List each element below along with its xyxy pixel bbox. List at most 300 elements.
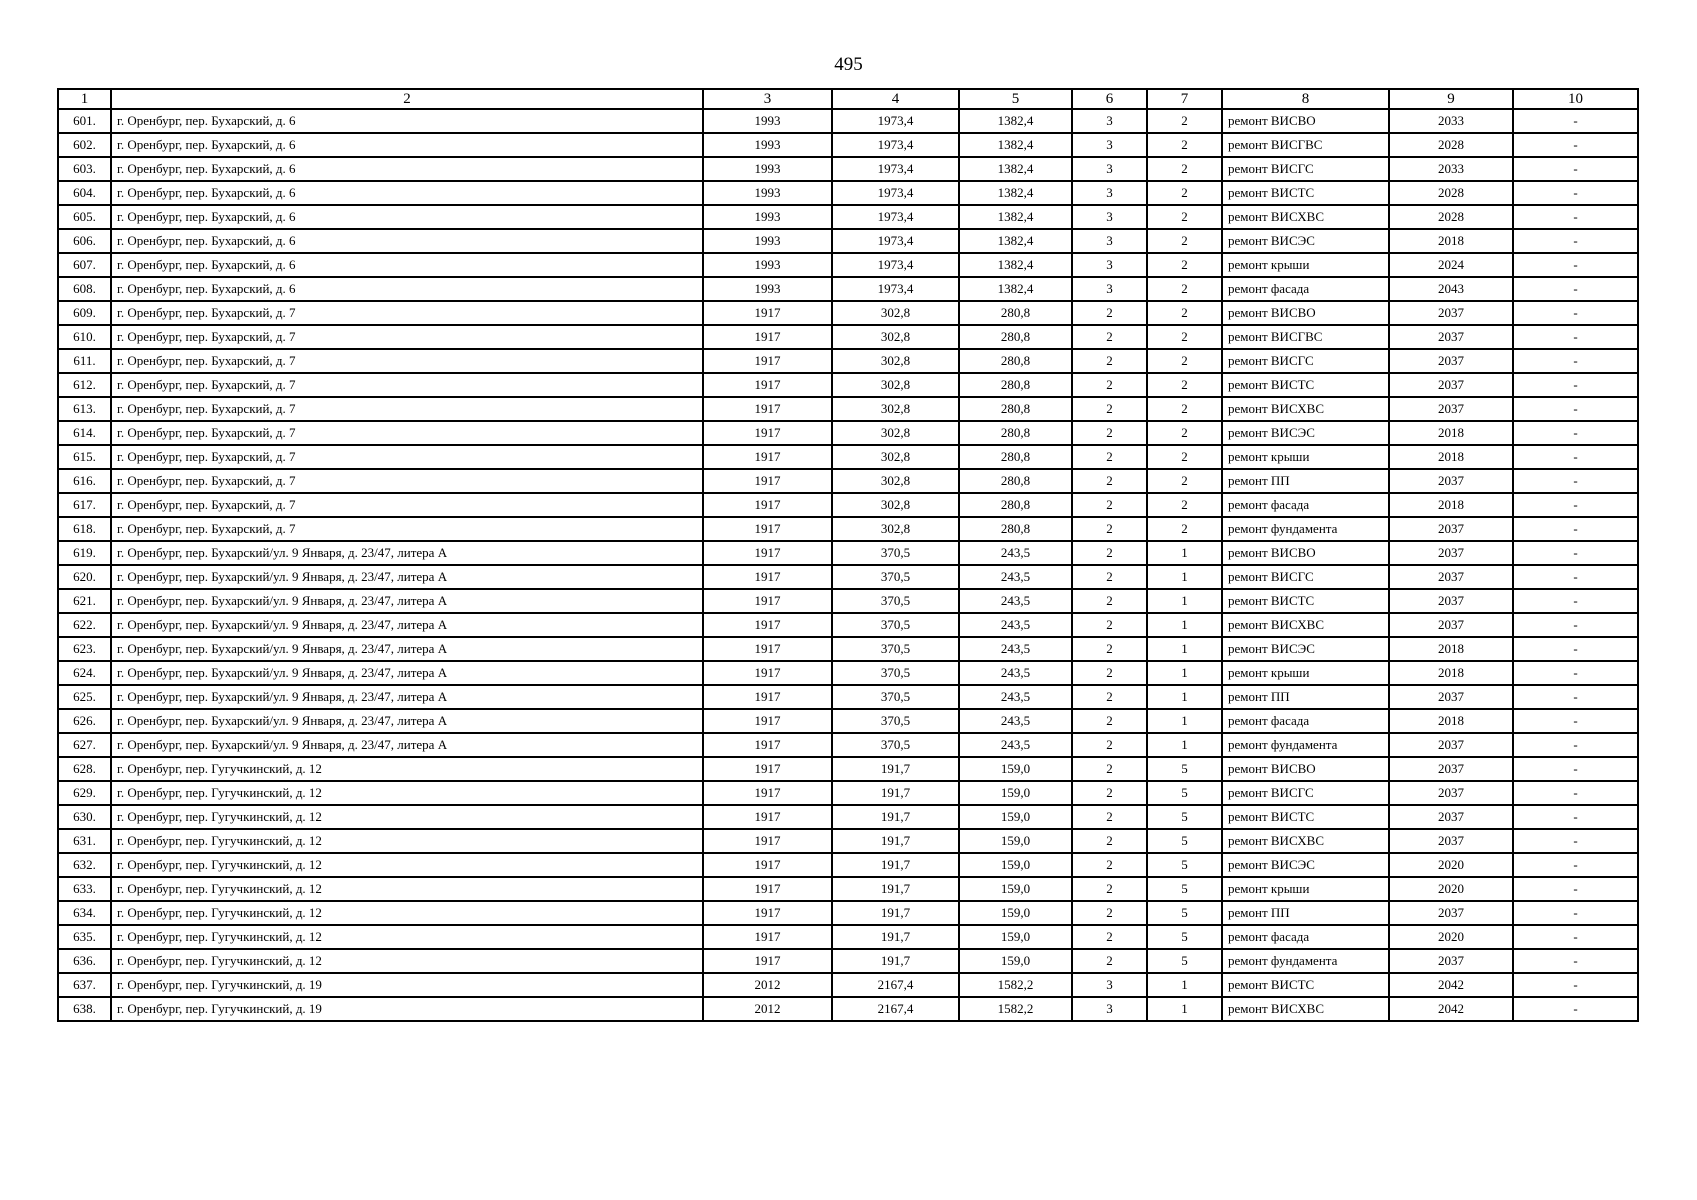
table-row	[58, 901, 1638, 925]
cell-living-area: 1382,4	[959, 229, 1072, 253]
cell-total-area: 370,5	[832, 541, 959, 565]
cell-entrances: 2	[1147, 277, 1222, 301]
cell-entrances: 5	[1147, 877, 1222, 901]
table-row	[58, 613, 1638, 637]
table-row	[58, 565, 1638, 589]
cell-year-built: 1917	[703, 589, 832, 613]
cell-work-type: ремонт ВИСТС	[1222, 805, 1389, 829]
cell-year-built: 1917	[703, 565, 832, 589]
cell-total-area: 1973,4	[832, 277, 959, 301]
cell-work-type: ремонт ВИСТС	[1222, 973, 1389, 997]
cell-work-type: ремонт ВИСХВС	[1222, 997, 1389, 1021]
cell-living-area: 280,8	[959, 517, 1072, 541]
cell-row-number: 628.	[58, 757, 111, 781]
cell-planned-year: 2042	[1389, 973, 1513, 997]
cell-living-area: 243,5	[959, 565, 1072, 589]
cell-work-type: ремонт ВИСГС	[1222, 349, 1389, 373]
cell-address: г. Оренбург, пер. Гугучкинский, д. 12	[111, 877, 703, 901]
cell-address: г. Оренбург, пер. Гугучкинский, д. 12	[111, 805, 703, 829]
cell-work-type: ремонт ВИСТС	[1222, 589, 1389, 613]
cell-year-built: 1917	[703, 445, 832, 469]
cell-note: -	[1513, 325, 1638, 349]
cell-living-area: 280,8	[959, 469, 1072, 493]
cell-address: г. Оренбург, пер. Бухарский, д. 6	[111, 205, 703, 229]
cell-planned-year: 2018	[1389, 661, 1513, 685]
cell-row-number: 612.	[58, 373, 111, 397]
cell-year-built: 1917	[703, 301, 832, 325]
cell-entrances: 1	[1147, 997, 1222, 1021]
cell-total-area: 302,8	[832, 373, 959, 397]
cell-total-area: 302,8	[832, 493, 959, 517]
table-row	[58, 949, 1638, 973]
cell-floors: 3	[1072, 181, 1147, 205]
cell-living-area: 1382,4	[959, 181, 1072, 205]
cell-floors: 2	[1072, 829, 1147, 853]
cell-row-number: 630.	[58, 805, 111, 829]
cell-entrances: 1	[1147, 637, 1222, 661]
table-row	[58, 805, 1638, 829]
cell-address: г. Оренбург, пер. Гугучкинский, д. 12	[111, 781, 703, 805]
cell-floors: 2	[1072, 565, 1147, 589]
cell-row-number: 629.	[58, 781, 111, 805]
cell-entrances: 2	[1147, 421, 1222, 445]
table-row	[58, 517, 1638, 541]
cell-address: г. Оренбург, пер. Бухарский, д. 7	[111, 349, 703, 373]
cell-floors: 3	[1072, 253, 1147, 277]
cell-row-number: 636.	[58, 949, 111, 973]
cell-row-number: 602.	[58, 133, 111, 157]
cell-entrances: 2	[1147, 229, 1222, 253]
cell-floors: 2	[1072, 517, 1147, 541]
cell-planned-year: 2037	[1389, 373, 1513, 397]
cell-address: г. Оренбург, пер. Гугучкинский, д. 19	[111, 997, 703, 1021]
cell-living-area: 1582,2	[959, 997, 1072, 1021]
cell-row-number: 618.	[58, 517, 111, 541]
cell-address: г. Оренбург, пер. Бухарский, д. 6	[111, 253, 703, 277]
column-header-9: 9	[1389, 89, 1513, 109]
cell-living-area: 280,8	[959, 397, 1072, 421]
cell-entrances: 1	[1147, 541, 1222, 565]
table-row	[58, 685, 1638, 709]
table-body	[58, 109, 1638, 1021]
cell-living-area: 280,8	[959, 421, 1072, 445]
cell-row-number: 625.	[58, 685, 111, 709]
column-header-2: 2	[111, 89, 703, 109]
cell-living-area: 243,5	[959, 541, 1072, 565]
cell-note: -	[1513, 421, 1638, 445]
cell-living-area: 159,0	[959, 853, 1072, 877]
cell-work-type: ремонт фундамента	[1222, 949, 1389, 973]
cell-planned-year: 2028	[1389, 133, 1513, 157]
cell-note: -	[1513, 733, 1638, 757]
cell-row-number: 633.	[58, 877, 111, 901]
cell-row-number: 620.	[58, 565, 111, 589]
cell-address: г. Оренбург, пер. Бухарский, д. 7	[111, 517, 703, 541]
cell-row-number: 632.	[58, 853, 111, 877]
table-row	[58, 661, 1638, 685]
cell-address: г. Оренбург, пер. Бухарский/ул. 9 Января, д. 23/47, литера А	[111, 541, 703, 565]
cell-floors: 2	[1072, 805, 1147, 829]
cell-total-area: 191,7	[832, 829, 959, 853]
cell-address: г. Оренбург, пер. Гугучкинский, д. 19	[111, 973, 703, 997]
table-row	[58, 421, 1638, 445]
cell-floors: 2	[1072, 397, 1147, 421]
column-header-6: 6	[1072, 89, 1147, 109]
cell-row-number: 621.	[58, 589, 111, 613]
cell-address: г. Оренбург, пер. Бухарский/ул. 9 Января, д. 23/47, литера А	[111, 685, 703, 709]
cell-living-area: 280,8	[959, 373, 1072, 397]
cell-living-area: 280,8	[959, 493, 1072, 517]
cell-address: г. Оренбург, пер. Бухарский, д. 6	[111, 157, 703, 181]
cell-entrances: 5	[1147, 853, 1222, 877]
cell-note: -	[1513, 853, 1638, 877]
cell-work-type: ремонт фундамента	[1222, 733, 1389, 757]
cell-note: -	[1513, 565, 1638, 589]
cell-living-area: 1382,4	[959, 277, 1072, 301]
cell-note: -	[1513, 277, 1638, 301]
cell-work-type: ремонт ВИСВО	[1222, 541, 1389, 565]
cell-work-type: ремонт ВИСХВС	[1222, 205, 1389, 229]
cell-floors: 2	[1072, 301, 1147, 325]
cell-entrances: 1	[1147, 709, 1222, 733]
cell-total-area: 302,8	[832, 349, 959, 373]
cell-work-type: ремонт ВИСЭС	[1222, 229, 1389, 253]
table-row	[58, 253, 1638, 277]
cell-floors: 2	[1072, 781, 1147, 805]
cell-year-built: 1917	[703, 709, 832, 733]
cell-note: -	[1513, 397, 1638, 421]
cell-living-area: 1382,4	[959, 253, 1072, 277]
cell-entrances: 2	[1147, 181, 1222, 205]
cell-work-type: ремонт ПП	[1222, 469, 1389, 493]
cell-total-area: 302,8	[832, 397, 959, 421]
cell-planned-year: 2020	[1389, 877, 1513, 901]
cell-floors: 2	[1072, 925, 1147, 949]
cell-note: -	[1513, 877, 1638, 901]
cell-address: г. Оренбург, пер. Бухарский/ул. 9 Января, д. 23/47, литера А	[111, 733, 703, 757]
cell-living-area: 1382,4	[959, 205, 1072, 229]
cell-note: -	[1513, 637, 1638, 661]
cell-note: -	[1513, 805, 1638, 829]
cell-address: г. Оренбург, пер. Бухарский, д. 7	[111, 397, 703, 421]
cell-total-area: 302,8	[832, 301, 959, 325]
cell-living-area: 243,5	[959, 733, 1072, 757]
cell-floors: 2	[1072, 637, 1147, 661]
cell-total-area: 1973,4	[832, 229, 959, 253]
cell-note: -	[1513, 109, 1638, 133]
cell-year-built: 1993	[703, 277, 832, 301]
cell-floors: 2	[1072, 877, 1147, 901]
cell-floors: 3	[1072, 157, 1147, 181]
cell-total-area: 370,5	[832, 661, 959, 685]
table-row	[58, 469, 1638, 493]
cell-total-area: 1973,4	[832, 109, 959, 133]
cell-planned-year: 2020	[1389, 853, 1513, 877]
cell-row-number: 624.	[58, 661, 111, 685]
cell-work-type: ремонт ВИСГС	[1222, 157, 1389, 181]
cell-note: -	[1513, 181, 1638, 205]
cell-address: г. Оренбург, пер. Бухарский, д. 6	[111, 229, 703, 253]
cell-living-area: 159,0	[959, 757, 1072, 781]
column-header-7: 7	[1147, 89, 1222, 109]
cell-entrances: 2	[1147, 325, 1222, 349]
cell-note: -	[1513, 253, 1638, 277]
cell-work-type: ремонт ПП	[1222, 901, 1389, 925]
cell-year-built: 1917	[703, 829, 832, 853]
cell-total-area: 1973,4	[832, 205, 959, 229]
cell-year-built: 1917	[703, 781, 832, 805]
cell-living-area: 280,8	[959, 301, 1072, 325]
cell-entrances: 2	[1147, 517, 1222, 541]
cell-row-number: 623.	[58, 637, 111, 661]
cell-note: -	[1513, 205, 1638, 229]
cell-address: г. Оренбург, пер. Бухарский, д. 6	[111, 181, 703, 205]
cell-work-type: ремонт ВИСТС	[1222, 373, 1389, 397]
header-row	[58, 89, 1638, 109]
cell-planned-year: 2018	[1389, 445, 1513, 469]
cell-total-area: 370,5	[832, 685, 959, 709]
cell-floors: 2	[1072, 541, 1147, 565]
cell-entrances: 5	[1147, 757, 1222, 781]
cell-total-area: 370,5	[832, 637, 959, 661]
cell-total-area: 1973,4	[832, 181, 959, 205]
cell-note: -	[1513, 229, 1638, 253]
cell-year-built: 1917	[703, 349, 832, 373]
cell-planned-year: 2037	[1389, 829, 1513, 853]
cell-year-built: 1917	[703, 949, 832, 973]
cell-planned-year: 2033	[1389, 109, 1513, 133]
cell-address: г. Оренбург, пер. Бухарский/ул. 9 Января, д. 23/47, литера А	[111, 637, 703, 661]
cell-note: -	[1513, 949, 1638, 973]
table-row	[58, 445, 1638, 469]
cell-living-area: 159,0	[959, 877, 1072, 901]
cell-year-built: 1917	[703, 469, 832, 493]
cell-entrances: 5	[1147, 901, 1222, 925]
cell-entrances: 2	[1147, 133, 1222, 157]
cell-planned-year: 2018	[1389, 637, 1513, 661]
cell-entrances: 5	[1147, 925, 1222, 949]
table-row	[58, 109, 1638, 133]
cell-work-type: ремонт ВИСЭС	[1222, 853, 1389, 877]
cell-note: -	[1513, 901, 1638, 925]
cell-floors: 3	[1072, 133, 1147, 157]
cell-year-built: 1993	[703, 181, 832, 205]
cell-row-number: 606.	[58, 229, 111, 253]
cell-row-number: 611.	[58, 349, 111, 373]
cell-year-built: 1917	[703, 853, 832, 877]
cell-total-area: 302,8	[832, 421, 959, 445]
cell-total-area: 191,7	[832, 781, 959, 805]
table-row	[58, 877, 1638, 901]
table-row	[58, 829, 1638, 853]
table-row	[58, 589, 1638, 613]
cell-note: -	[1513, 373, 1638, 397]
cell-year-built: 1993	[703, 157, 832, 181]
cell-floors: 2	[1072, 349, 1147, 373]
cell-year-built: 1917	[703, 493, 832, 517]
cell-work-type: ремонт крыши	[1222, 253, 1389, 277]
cell-floors: 2	[1072, 613, 1147, 637]
cell-row-number: 601.	[58, 109, 111, 133]
cell-planned-year: 2037	[1389, 781, 1513, 805]
cell-total-area: 191,7	[832, 853, 959, 877]
cell-row-number: 614.	[58, 421, 111, 445]
cell-year-built: 1917	[703, 517, 832, 541]
cell-note: -	[1513, 445, 1638, 469]
cell-row-number: 637.	[58, 973, 111, 997]
cell-entrances: 1	[1147, 565, 1222, 589]
cell-row-number: 627.	[58, 733, 111, 757]
cell-living-area: 159,0	[959, 805, 1072, 829]
cell-living-area: 280,8	[959, 325, 1072, 349]
cell-living-area: 243,5	[959, 613, 1072, 637]
cell-living-area: 1582,2	[959, 973, 1072, 997]
cell-total-area: 1973,4	[832, 133, 959, 157]
cell-planned-year: 2037	[1389, 757, 1513, 781]
column-header-8: 8	[1222, 89, 1389, 109]
cell-year-built: 1993	[703, 205, 832, 229]
cell-total-area: 1973,4	[832, 253, 959, 277]
cell-year-built: 1993	[703, 229, 832, 253]
cell-work-type: ремонт ВИСВО	[1222, 757, 1389, 781]
cell-floors: 2	[1072, 325, 1147, 349]
cell-note: -	[1513, 925, 1638, 949]
cell-entrances: 2	[1147, 301, 1222, 325]
cell-note: -	[1513, 829, 1638, 853]
cell-row-number: 613.	[58, 397, 111, 421]
cell-year-built: 1917	[703, 901, 832, 925]
cell-planned-year: 2043	[1389, 277, 1513, 301]
cell-work-type: ремонт ВИСЭС	[1222, 421, 1389, 445]
cell-address: г. Оренбург, пер. Гугучкинский, д. 12	[111, 925, 703, 949]
cell-planned-year: 2037	[1389, 397, 1513, 421]
cell-row-number: 622.	[58, 613, 111, 637]
cell-planned-year: 2037	[1389, 949, 1513, 973]
cell-note: -	[1513, 517, 1638, 541]
cell-total-area: 302,8	[832, 325, 959, 349]
page-number: 495	[834, 54, 863, 75]
cell-work-type: ремонт фасада	[1222, 709, 1389, 733]
cell-address: г. Оренбург, пер. Бухарский, д. 7	[111, 445, 703, 469]
cell-floors: 2	[1072, 373, 1147, 397]
cell-living-area: 280,8	[959, 349, 1072, 373]
cell-work-type: ремонт фасада	[1222, 277, 1389, 301]
table-row	[58, 541, 1638, 565]
cell-address: г. Оренбург, пер. Гугучкинский, д. 12	[111, 853, 703, 877]
cell-note: -	[1513, 709, 1638, 733]
cell-year-built: 1917	[703, 661, 832, 685]
cell-entrances: 2	[1147, 397, 1222, 421]
cell-row-number: 609.	[58, 301, 111, 325]
cell-living-area: 243,5	[959, 709, 1072, 733]
cell-living-area: 1382,4	[959, 157, 1072, 181]
table-row	[58, 157, 1638, 181]
cell-total-area: 370,5	[832, 733, 959, 757]
cell-entrances: 5	[1147, 805, 1222, 829]
cell-note: -	[1513, 541, 1638, 565]
cell-work-type: ремонт крыши	[1222, 445, 1389, 469]
cell-note: -	[1513, 493, 1638, 517]
cell-row-number: 607.	[58, 253, 111, 277]
table-row	[58, 229, 1638, 253]
cell-planned-year: 2037	[1389, 589, 1513, 613]
cell-total-area: 2167,4	[832, 973, 959, 997]
cell-entrances: 1	[1147, 733, 1222, 757]
cell-total-area: 191,7	[832, 805, 959, 829]
cell-row-number: 610.	[58, 325, 111, 349]
cell-year-built: 1917	[703, 805, 832, 829]
cell-living-area: 280,8	[959, 445, 1072, 469]
cell-planned-year: 2018	[1389, 493, 1513, 517]
cell-note: -	[1513, 757, 1638, 781]
cell-year-built: 1917	[703, 685, 832, 709]
cell-note: -	[1513, 685, 1638, 709]
cell-planned-year: 2037	[1389, 685, 1513, 709]
cell-total-area: 370,5	[832, 709, 959, 733]
table-row	[58, 493, 1638, 517]
cell-total-area: 370,5	[832, 589, 959, 613]
cell-living-area: 159,0	[959, 901, 1072, 925]
cell-living-area: 1382,4	[959, 109, 1072, 133]
cell-year-built: 1917	[703, 877, 832, 901]
cell-year-built: 1917	[703, 733, 832, 757]
cell-living-area: 243,5	[959, 589, 1072, 613]
cell-entrances: 5	[1147, 949, 1222, 973]
cell-address: г. Оренбург, пер. Бухарский, д. 6	[111, 133, 703, 157]
cell-note: -	[1513, 781, 1638, 805]
cell-address: г. Оренбург, пер. Бухарский/ул. 9 Января, д. 23/47, литера А	[111, 589, 703, 613]
cell-planned-year: 2037	[1389, 901, 1513, 925]
cell-entrances: 2	[1147, 445, 1222, 469]
cell-floors: 2	[1072, 469, 1147, 493]
cell-planned-year: 2024	[1389, 253, 1513, 277]
cell-floors: 3	[1072, 229, 1147, 253]
cell-planned-year: 2028	[1389, 181, 1513, 205]
cell-work-type: ремонт ПП	[1222, 685, 1389, 709]
cell-planned-year: 2020	[1389, 925, 1513, 949]
cell-row-number: 635.	[58, 925, 111, 949]
registry-table	[57, 88, 1639, 1022]
cell-entrances: 1	[1147, 589, 1222, 613]
cell-row-number: 619.	[58, 541, 111, 565]
table-row	[58, 853, 1638, 877]
cell-living-area: 243,5	[959, 637, 1072, 661]
cell-floors: 2	[1072, 493, 1147, 517]
table-row	[58, 733, 1638, 757]
cell-note: -	[1513, 301, 1638, 325]
cell-total-area: 191,7	[832, 901, 959, 925]
table-row	[58, 781, 1638, 805]
cell-total-area: 191,7	[832, 949, 959, 973]
cell-address: г. Оренбург, пер. Гугучкинский, д. 12	[111, 757, 703, 781]
cell-floors: 2	[1072, 421, 1147, 445]
cell-planned-year: 2037	[1389, 517, 1513, 541]
cell-entrances: 2	[1147, 373, 1222, 397]
cell-address: г. Оренбург, пер. Бухарский, д. 7	[111, 421, 703, 445]
cell-work-type: ремонт фундамента	[1222, 517, 1389, 541]
cell-row-number: 617.	[58, 493, 111, 517]
column-header-10: 10	[1513, 89, 1638, 109]
cell-row-number: 634.	[58, 901, 111, 925]
cell-address: г. Оренбург, пер. Гугучкинский, д. 12	[111, 949, 703, 973]
cell-floors: 2	[1072, 757, 1147, 781]
cell-entrances: 1	[1147, 973, 1222, 997]
cell-living-area: 159,0	[959, 949, 1072, 973]
cell-year-built: 2012	[703, 997, 832, 1021]
cell-year-built: 1993	[703, 133, 832, 157]
cell-planned-year: 2042	[1389, 997, 1513, 1021]
cell-address: г. Оренбург, пер. Бухарский/ул. 9 Января, д. 23/47, литера А	[111, 709, 703, 733]
